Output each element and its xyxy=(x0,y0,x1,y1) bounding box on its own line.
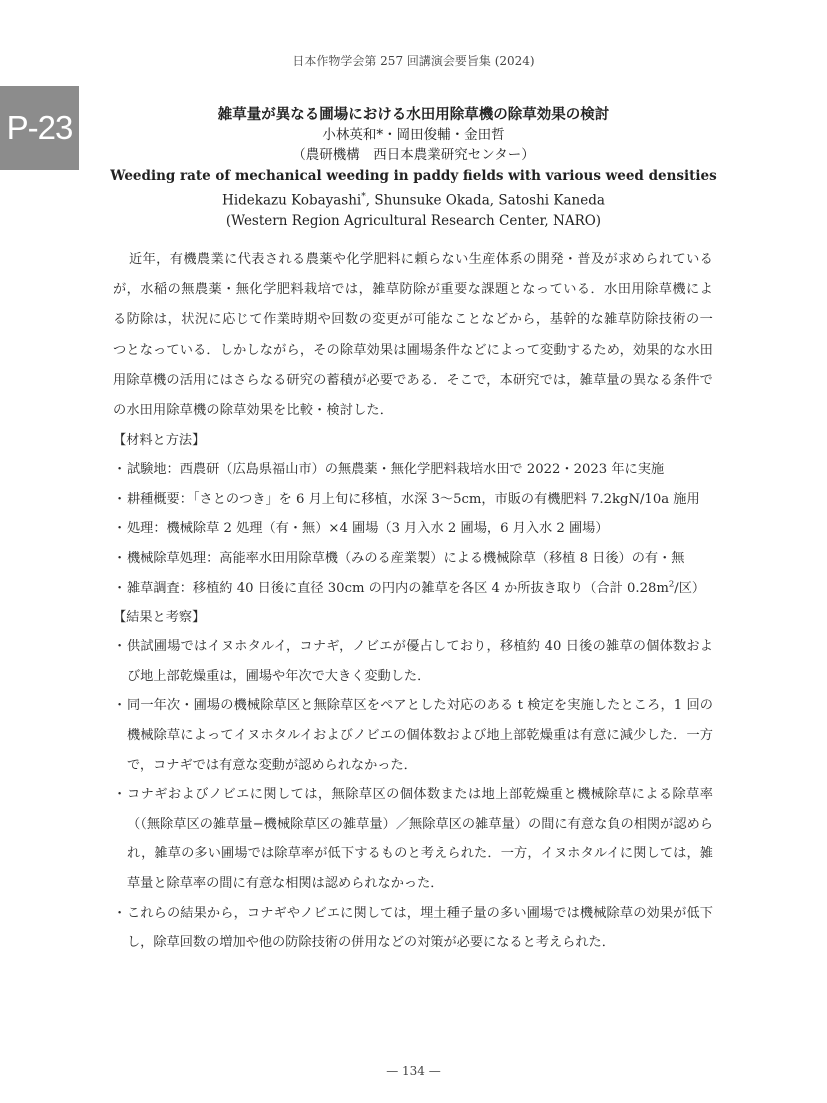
bullet-mark: ・ xyxy=(113,551,127,566)
list-item xyxy=(113,691,713,780)
list-item xyxy=(113,899,713,958)
list-item xyxy=(113,485,713,515)
list-item xyxy=(113,632,713,691)
authors-japanese: 小林英和*・岡田俊輔・金田哲 xyxy=(322,127,505,143)
list-item xyxy=(113,574,713,604)
bullet-mark: ・ xyxy=(113,491,127,507)
list-item-text: 処理：機械除草 2 処理（有・無）×4 圃場（3 月入水 2 圃場，6 月入水 2 圃場） xyxy=(127,521,609,537)
bullet-mark: ・ xyxy=(113,521,127,537)
affiliation-english: (Western Region Agricultural Research Center, NARO) xyxy=(225,212,602,229)
running-header: 日本作物学会第 257 回講演会要旨集 (2024) xyxy=(292,54,535,68)
title-block xyxy=(100,104,727,231)
bullet-mark: ・ xyxy=(113,787,127,803)
author-names-rest: , Shunsuke Okada, Satoshi Kaneda xyxy=(365,192,605,209)
title-japanese: 雑草量が異なる圃場における水田用除草機の除草効果の検討 xyxy=(217,106,610,123)
list-item-text xyxy=(127,574,713,604)
poster-number-tab: P-23 xyxy=(0,86,79,170)
results-heading: 【結果と考察】 xyxy=(113,610,206,626)
list-item xyxy=(113,780,713,898)
introduction-section xyxy=(113,245,713,426)
list-item-text: 機械除草処理：高能率水田用除草機（みのる産業製）による機械除草（移植 8 日後）の有・無 xyxy=(127,551,685,566)
authors-english xyxy=(100,187,727,211)
list-item xyxy=(113,544,713,574)
corresponding-author-mark: * xyxy=(361,192,366,202)
area-superscript: 2 xyxy=(668,579,675,590)
title-english: Weeding rate of mechanical weeding in paddy fields with various weed densities xyxy=(110,168,717,184)
list-item-text: 耕種概要：「さとのつき」を 6 月上旬に移植，水深 3～5cm，市販の有機肥料 7.2kgN/10a 施用 xyxy=(127,491,700,507)
list-item-text: 試験地：西農研（広島県福山市）の無農薬・無化学肥料栽培水田で 2022・2023 年に実施 xyxy=(127,462,665,478)
bullet-mark: ・ xyxy=(113,580,127,596)
abstract-body xyxy=(113,245,713,958)
page-number: — 134 — xyxy=(386,1064,441,1078)
results-list xyxy=(113,632,713,958)
author-name-main: Hidekazu Kobayashi xyxy=(222,192,362,209)
methods-list xyxy=(113,455,713,603)
introduction-paragraph: 近年，有機農業に代表される農薬や化学肥料に頼らない生産体系の開発・普及が求められているが，水稲の無農薬・無化学肥料栽培では，雑草防除が重要な課題となっている．水田用除草機による防除は，状況に応じて作業時期や回数の変更が可能なことなどから，基幹的な雑草防除技術の一つとなっている．しかしながら，その除草効果は圃場条件などによって変動するため，効果的な水田用除草機の活用にはさらなる研究の蓄積が必要である．そこで，本研究では，雑草量の異なる条件での水田用除草機の除草効果を比較・検討した． xyxy=(113,252,713,419)
list-item xyxy=(113,514,713,544)
bullet-mark: ・ xyxy=(113,639,127,655)
survey-text: 雑草調査：移植約 40 日後に直径 30cm の円内の雑草を各区 4 か所抜き取り（合計 0.28m xyxy=(127,580,669,596)
list-item-text: 同一年次・圃場の機械除草区と無除草区をペアとした対応のある t 検定を実施したところ，1 回の機械除草によってイヌホタルイおよびノビエの個体数および地上部乾燥重は有意に減少した．一方で，コナギでは有意な変動が認められなかった． xyxy=(127,698,713,773)
methods-heading: 【材料と方法】 xyxy=(113,433,206,449)
affiliation-japanese: （農研機構 西日本農業研究センター） xyxy=(292,147,535,163)
list-item-text: コナギおよびノビエに関しては，無除草区の個体数または地上部乾燥重と機械除草による除草率（（無除草区の雑草量−機械除草区の雑草量）／無除草区の雑草量）の間に有意な負の相関が認められ，雑草の多い圃場では除草率が低下するものと考えられた．一方，イヌホタルイに関しては，雑草量と除草率の間に有意な相関は認められなかった． xyxy=(127,787,713,891)
list-item-text: 供試圃場ではイヌホタルイ，コナギ，ノビエが優占しており，移植約 40 日後の雑草の個体数および地上部乾燥重は，圃場や年次で大きく変動した． xyxy=(127,639,713,684)
list-item-text: これらの結果から，コナギやノビエに関しては，埋土種子量の多い圃場では機械除草の効果が低下し，除草回数の増加や他の防除技術の併用などの対策が必要になると考えられた． xyxy=(127,905,713,951)
bullet-mark: ・ xyxy=(113,462,127,478)
survey-text-end: /区） xyxy=(674,580,706,596)
list-item xyxy=(113,455,713,485)
bullet-mark: ・ xyxy=(113,698,127,714)
bullet-mark: ・ xyxy=(113,905,127,921)
